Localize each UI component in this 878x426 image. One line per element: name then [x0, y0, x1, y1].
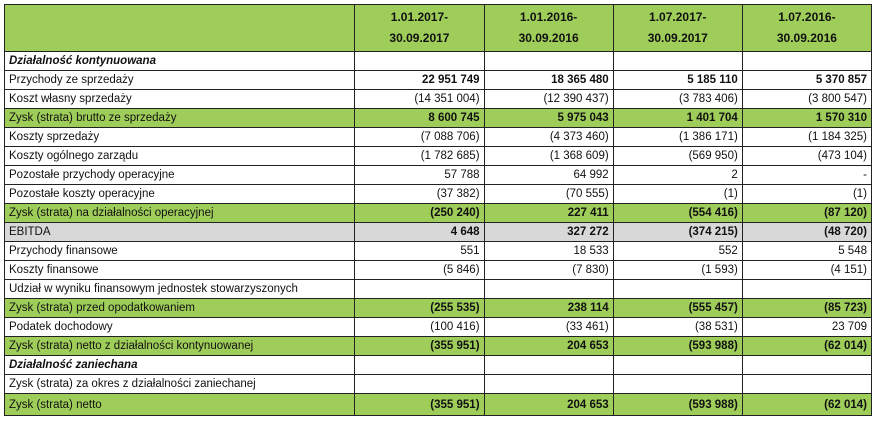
row-label: EBITDA [5, 223, 355, 242]
value-cell: 204 653 [484, 337, 613, 356]
row-label: Zysk (strata) netto [5, 394, 355, 416]
table-body [5, 52, 872, 416]
row-label: Koszt własny sprzedaży [5, 90, 355, 109]
table-row [5, 356, 872, 375]
header-period-1: 1.01.2017- 30.09.2017 [355, 5, 484, 52]
table-row [5, 299, 872, 318]
header-row [5, 5, 872, 52]
value-cell [613, 375, 742, 394]
value-cell [742, 280, 871, 299]
value-cell: (100 416) [355, 318, 484, 337]
value-cell: (555 457) [613, 299, 742, 318]
row-label: Koszty finansowe [5, 261, 355, 280]
row-label: Działalność zaniechana [5, 356, 355, 375]
value-cell: (37 382) [355, 185, 484, 204]
header-period-4: 1.07.2016- 30.09.2016 [742, 5, 871, 52]
value-cell: (1 184 325) [742, 128, 871, 147]
value-cell: (3 800 547) [742, 90, 871, 109]
value-cell: (87 120) [742, 204, 871, 223]
value-cell: 23 709 [742, 318, 871, 337]
value-cell [484, 280, 613, 299]
value-cell: (355 951) [355, 337, 484, 356]
value-cell [355, 375, 484, 394]
value-cell: 227 411 [484, 204, 613, 223]
value-cell: 1 570 310 [742, 109, 871, 128]
value-cell: (1 368 609) [484, 147, 613, 166]
value-cell: (70 555) [484, 185, 613, 204]
table-row [5, 71, 872, 90]
value-cell [742, 356, 871, 375]
value-cell: (14 351 004) [355, 90, 484, 109]
value-cell: (33 461) [484, 318, 613, 337]
value-cell: (62 014) [742, 394, 871, 416]
table-row [5, 318, 872, 337]
row-label: Koszty sprzedaży [5, 128, 355, 147]
table-row [5, 185, 872, 204]
value-cell [484, 375, 613, 394]
value-cell [484, 52, 613, 71]
value-cell: - [742, 166, 871, 185]
value-cell: (593 988) [613, 337, 742, 356]
value-cell [613, 280, 742, 299]
value-cell: 8 600 745 [355, 109, 484, 128]
value-cell: (1) [613, 185, 742, 204]
value-cell: (255 535) [355, 299, 484, 318]
table-row [5, 375, 872, 394]
value-cell: (7 088 706) [355, 128, 484, 147]
value-cell: 238 114 [484, 299, 613, 318]
value-cell: (374 215) [613, 223, 742, 242]
row-label: Zysk (strata) przed opodatkowaniem [5, 299, 355, 318]
value-cell: (4 373 460) [484, 128, 613, 147]
table-row [5, 52, 872, 71]
value-cell [484, 356, 613, 375]
table-row [5, 109, 872, 128]
row-label: Przychody ze sprzedaży [5, 71, 355, 90]
value-cell [355, 280, 484, 299]
row-label: Zysk (strata) netto z działalności kontynuowanej [5, 337, 355, 356]
value-cell: 552 [613, 242, 742, 261]
value-cell: (1 386 171) [613, 128, 742, 147]
value-cell [613, 52, 742, 71]
value-cell: (355 951) [355, 394, 484, 416]
value-cell: (7 830) [484, 261, 613, 280]
table-row [5, 337, 872, 356]
table-row [5, 223, 872, 242]
value-cell: (1 782 685) [355, 147, 484, 166]
value-cell: 327 272 [484, 223, 613, 242]
row-label: Zysk (strata) za okres z działalności zaniechanej [5, 375, 355, 394]
value-cell: (48 720) [742, 223, 871, 242]
row-label: Działalność kontynuowana [5, 52, 355, 71]
value-cell: 5 975 043 [484, 109, 613, 128]
table-row [5, 166, 872, 185]
table-row [5, 147, 872, 166]
table-row [5, 242, 872, 261]
value-cell: (62 014) [742, 337, 871, 356]
value-cell [355, 52, 484, 71]
header-blank-cell [5, 5, 355, 52]
row-label: Koszty ogólnego zarządu [5, 147, 355, 166]
value-cell: (1 593) [613, 261, 742, 280]
row-label: Pozostałe koszty operacyjne [5, 185, 355, 204]
header-period-2: 1.01.2016- 30.09.2016 [484, 5, 613, 52]
row-label: Zysk (strata) na działalności operacyjnej [5, 204, 355, 223]
value-cell: 57 788 [355, 166, 484, 185]
value-cell: (473 104) [742, 147, 871, 166]
value-cell: (38 531) [613, 318, 742, 337]
value-cell: 18 533 [484, 242, 613, 261]
table-row [5, 204, 872, 223]
row-label: Pozostałe przychody operacyjne [5, 166, 355, 185]
value-cell: (85 723) [742, 299, 871, 318]
value-cell: (554 416) [613, 204, 742, 223]
value-cell: (5 846) [355, 261, 484, 280]
row-label: Zysk (strata) brutto ze sprzedaży [5, 109, 355, 128]
value-cell: 5 548 [742, 242, 871, 261]
value-cell: (3 783 406) [613, 90, 742, 109]
value-cell: 204 653 [484, 394, 613, 416]
value-cell: 5 370 857 [742, 71, 871, 90]
value-cell [742, 52, 871, 71]
table-row [5, 280, 872, 299]
table-row [5, 394, 872, 416]
value-cell: 18 365 480 [484, 71, 613, 90]
header-period-3: 1.07.2017- 30.09.2017 [613, 5, 742, 52]
row-label: Przychody finansowe [5, 242, 355, 261]
value-cell [742, 375, 871, 394]
value-cell: 4 648 [355, 223, 484, 242]
value-cell: 551 [355, 242, 484, 261]
value-cell: 1 401 704 [613, 109, 742, 128]
value-cell: (250 240) [355, 204, 484, 223]
financial-statement-table [4, 4, 872, 416]
table-row [5, 261, 872, 280]
table-row [5, 90, 872, 109]
value-cell: 2 [613, 166, 742, 185]
value-cell [613, 356, 742, 375]
value-cell: (593 988) [613, 394, 742, 416]
value-cell: (12 390 437) [484, 90, 613, 109]
value-cell [355, 356, 484, 375]
table-row [5, 128, 872, 147]
row-label: Podatek dochodowy [5, 318, 355, 337]
value-cell: 64 992 [484, 166, 613, 185]
value-cell: (4 151) [742, 261, 871, 280]
value-cell: (1) [742, 185, 871, 204]
value-cell: 22 951 749 [355, 71, 484, 90]
value-cell: 5 185 110 [613, 71, 742, 90]
value-cell: (569 950) [613, 147, 742, 166]
row-label: Udział w wyniku finansowym jednostek stowarzyszonych [5, 280, 355, 299]
